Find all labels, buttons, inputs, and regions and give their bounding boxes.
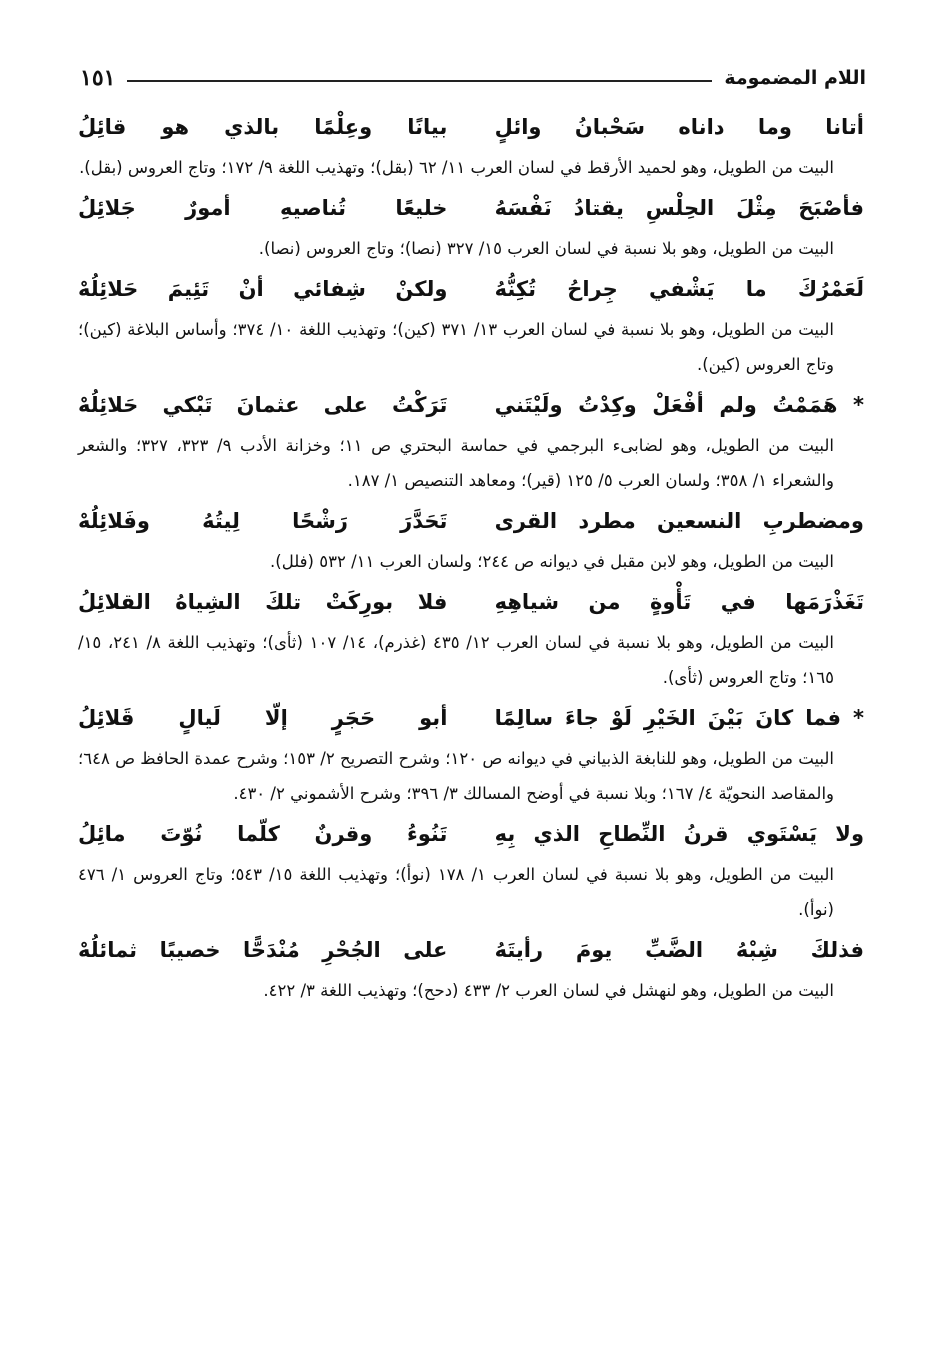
verse-note: البيت من الطويل، وهو بلا نسبة في لسان العرب ١٥/ ٣٢٧ (نصا)؛ وتاج العروس (نصا). [258, 239, 834, 258]
second-hemistich: أبو حَجَرٍ إلّا لَيالٍ قَلائِلُ [78, 706, 448, 730]
verse-line [78, 811, 864, 857]
second-hemistich: تَحَدَّرَ رَشْحًا لِيتُهُ وفَلائِلُهْ [78, 509, 448, 533]
first-hemistich: فذلكَ شِبْهُ الضَّبِّ يومَ رأيتَهُ [494, 938, 864, 962]
first-hemistich: ومضطربِ النسعين مطرد القرى [494, 509, 864, 533]
chapter-title: اللام المضمومة [724, 67, 866, 89]
first-hemistich [495, 382, 864, 428]
verse-entries [78, 104, 864, 1008]
second-hemistich: ولكنْ شِفائي أنْ تَئِيمَ حَلائِلُهْ [78, 277, 448, 301]
second-hemistich: خليعًا تُناصيهِ أمورٌ جَلائِلُ [78, 196, 448, 220]
first-hemistich: فأصْبَحَ مِثْلَ الحِلْسِ يقتادُ نَفْسَهُ [494, 196, 864, 220]
verse-note: البيت من الطويل، وهو لضابىء البرجمي في حماسة البحتري ص ١١؛ وخزانة الأدب ٩/ ٣٢٣، ٣٢٧؛ والشعر والشعراء ١/ ٣٥٨؛ ولسان العرب ٥/ ١٢٥ (قير)؛ ومعاهد التنصيص ١/ ١٨٧. [78, 436, 834, 490]
verse-entry [78, 927, 864, 1008]
verse-entry [78, 185, 864, 266]
verse-note: البيت من الطويل، وهو بلا نسبة في لسان العرب ١٢/ ٤٣٥ (غذرم)، ١٤/ ١٠٧ (ثأى)؛ وتهذيب اللغة ٨/ ٢٤١، ١٥/ ١٦٥؛ وتاج العروس (ثأى). [78, 633, 834, 687]
verse-note: البيت من الطويل، وهو بلا نسبة في لسان العرب ١٣/ ٣٧١ (كين)؛ وتهذيب اللغة ١٠/ ٣٧٤؛ وأساس البلاغة (كين)؛ وتاج العروس (كين). [78, 320, 835, 374]
second-hemistich: تَنُوءُ وقرنٌ كلّما نُوّتَ مائِلُ [78, 822, 448, 846]
second-hemistich: فلا بورِكَتْ تلكَ الشِياهُ القلائِلُ [78, 590, 448, 614]
first-hemistich [495, 695, 864, 741]
verse-line [78, 185, 864, 231]
verse-entry [78, 382, 864, 498]
verse-line [78, 498, 864, 544]
first-hemistich-text: فما كانَ بَيْنَ الخَيْرِ لَوْ جاءَ سالِمًا [494, 706, 841, 730]
header-rule [127, 80, 712, 82]
first-hemistich-text: هَمَمْتُ ولم أفْعَلْ وكِدْتُ ولَيْتَني [494, 393, 838, 417]
verse-line [78, 695, 864, 741]
first-hemistich: لَعَمْرُكَ ما يَشْفي جِراحُ تُكِنُّهُ [494, 277, 864, 301]
verse-entry [78, 104, 864, 185]
verse-line [78, 266, 864, 312]
verse-line [78, 104, 864, 150]
verse-entry [78, 579, 864, 695]
verse-entry [78, 266, 864, 382]
second-hemistich: على الجُحْرِ مُنْدَحًّا خصيبًا ثمائلُهْ [78, 938, 448, 962]
verse-note: البيت من الطويل، وهو لحميد الأرقط في لسان العرب ١١/ ٦٢ (بقل)؛ وتهذيب اللغة ٩/ ١٧٢؛ وتاج العروس (بقل). [79, 158, 834, 177]
star-marker: * [853, 393, 864, 417]
first-hemistich: ولا يَسْتَوي قرنُ النِّطاحِ الذي بِهِ [494, 822, 864, 846]
verse-line [78, 579, 864, 625]
verse-note: البيت من الطويل، وهو لنهشل في لسان العرب ٢/ ٤٣٣ (دحح)؛ وتهذيب اللغة ٣/ ٤٢٢. [263, 981, 834, 1000]
verse-note: البيت من الطويل، وهو لابن مقبل في ديوانه ص ٢٤٤؛ ولسان العرب ١١/ ٥٣٢ (فلل). [270, 552, 834, 571]
verse-entry [78, 498, 864, 579]
first-hemistich: تَغَذْرَمَها في تَأْوةٍ من شياهِهِ [494, 590, 864, 614]
verse-entry [78, 811, 864, 927]
star-marker: * [853, 706, 864, 730]
second-hemistich: تَرَكْتُ على عثمانَ تَبْكي حَلائِلُهْ [78, 393, 448, 417]
verse-note: البيت من الطويل، وهو للنابغة الذبياني في ديوانه ص ١٢٠؛ وشرح التصريح ٢/ ١٥٣؛ وشرح عمدة الحافظ ص ٦٤٨؛ والمقاصد النحويّة ٤/ ١٦٧؛ وبلا نسبة في أوضح المسالك ٣/ ٣٩٦؛ وشرح الأشموني ٢/ ٤٣٠. [78, 749, 835, 803]
first-hemistich: أتانا وما داناه سَحْبانُ وائلٍ [494, 115, 864, 139]
verse-entry [78, 695, 864, 811]
verse-note: البيت من الطويل، وهو بلا نسبة في لسان العرب ١/ ١٧٨ (نوأ)؛ وتهذيب اللغة ١٥/ ٥٤٣؛ وتاج العروس ١/ ٤٧٦ (نوأ). [78, 865, 834, 919]
page-number: ١٥١ [80, 65, 116, 91]
verse-line [78, 927, 864, 973]
page-header [80, 58, 866, 98]
second-hemistich: بيانًا وعِلْمًا بالذي هو قائِلُ [78, 115, 448, 139]
verse-line [78, 382, 864, 428]
